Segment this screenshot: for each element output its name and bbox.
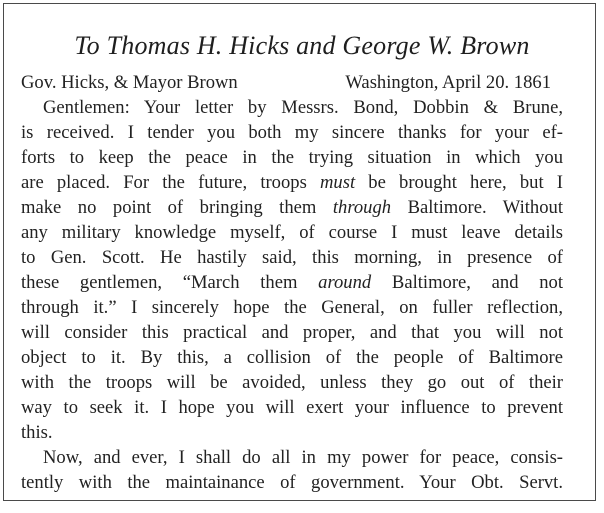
letter-title: To Thomas H. Hicks and George W. Brown [74, 31, 530, 60]
body-line: tently with the maintainance of government. Your Obt. Servt. [21, 472, 563, 493]
addressees: Gov. Hicks, & Mayor Brown [21, 72, 238, 93]
emphasis: through [332, 197, 392, 218]
body-line: these gentlemen, “March them around Baltimore, and not [21, 272, 563, 293]
body-line: will consider this practical and proper, and that you will not [21, 322, 563, 343]
body-line: through it.” I sincerely hope the General, on fuller reflection, [21, 297, 563, 318]
emphasis: around [318, 272, 372, 293]
body-line: Now, and ever, I shall do all in my power for peace, consis- [43, 447, 563, 468]
body-line: way to seek it. I hope you will exert your influence to prevent [21, 397, 563, 418]
emphasis: must [319, 172, 356, 193]
body-line: is received. I tender you both my sincere thanks for your ef- [21, 122, 563, 143]
body-line: Gentlemen: Your letter by Messrs. Bond, Dobbin & Brune, [43, 97, 563, 118]
body-line: with the troops will be avoided, unless they go out of their [21, 372, 563, 393]
place-date: Washington, April 20. 1861 [345, 72, 551, 93]
body-line: are placed. For the future, troops must be brought here, but I [21, 172, 563, 193]
body-line: object to it. By this, a collision of the people of Baltimore [21, 347, 563, 368]
body-line: this. [21, 422, 53, 443]
body-line: any military knowledge myself, of course I must leave details [21, 222, 563, 243]
body-line: forts to keep the peace in the trying situation in which you [21, 147, 563, 168]
letter-header [21, 70, 563, 95]
body-line: to Gen. Scott. He hastily said, this morning, in presence of [21, 247, 563, 268]
body-line: make no point of bringing them through Baltimore. Without [21, 197, 563, 218]
